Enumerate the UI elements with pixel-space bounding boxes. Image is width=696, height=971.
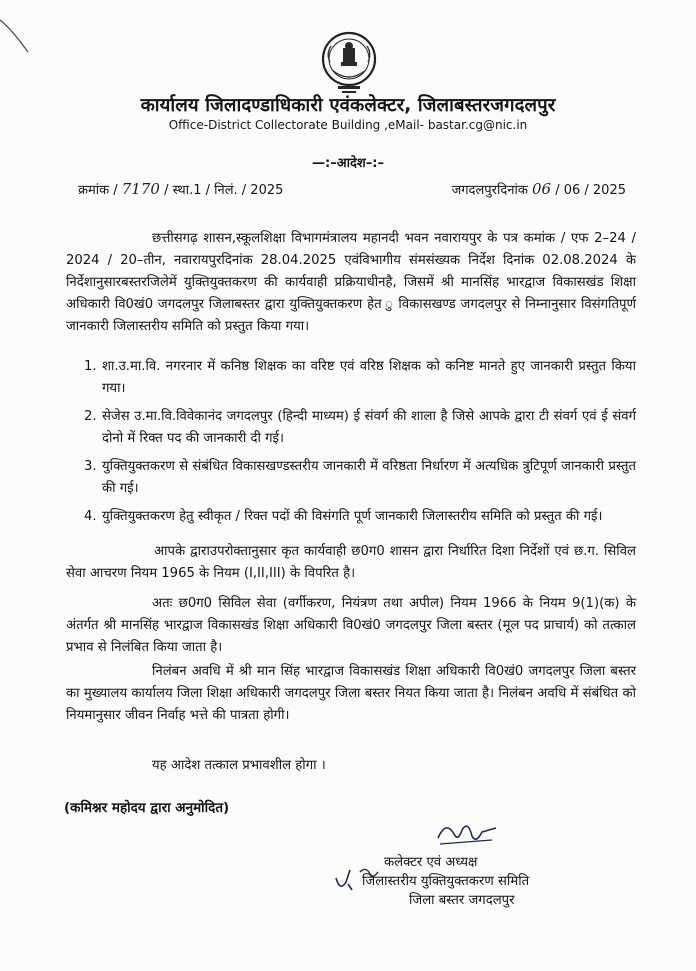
list-item-text: शा.उ.मा.वि. नगरनार में कनिष्ठ शिक्षक का वरिष्ट एवं वरिष्ठ शिक्षक को कनिष्ट मानते हुए जानकारी प्रस्तुत किया गया। bbox=[102, 359, 636, 396]
signatory-block bbox=[362, 853, 529, 910]
date-day-handwritten: 06 bbox=[531, 180, 552, 198]
list-item-text: युक्तियुक्तकरण हेतु स्वीकृत / रिक्त पदों की विसंगति पूर्ण जानकारी जिलास्तरीय समिति को प्रस्तुत की गई। bbox=[102, 509, 603, 524]
discrepancy-list bbox=[84, 356, 636, 534]
ref-number-handwritten: 7170 bbox=[121, 180, 160, 198]
date-prefix: जगदलपुरदिनांक bbox=[451, 183, 528, 198]
order-date bbox=[452, 180, 626, 198]
list-item bbox=[84, 506, 636, 528]
ref-suffix: / स्था.1 / निलं. / 2025 bbox=[164, 183, 284, 198]
signatory-designation: कलेक्टर एवं अध्यक्ष bbox=[384, 855, 478, 870]
list-item bbox=[84, 406, 636, 450]
order-heading: —:–आदेश–:– bbox=[312, 156, 384, 171]
suspension-paragraph: अतः छ0ग0 सिविल सेवा (वर्गीकरण, नियंत्रण तथा अपील) नियम 1966 के नियम 9(1)(क) के अंतर्गत श्री मानसिंह भारद्वाज विकासखंड शिक्षा अधिकारी वि0खं0 जगदलपुर जिला बस्तर (मूल पद प्राचार्य) को तत्काल प्रभाव से निलंबित किया जाता है। bbox=[66, 596, 636, 655]
list-item-number: 2. bbox=[84, 409, 97, 424]
headquarters-paragraph: निलंबन अवधि में श्री मान सिंह भारद्वाज विकासखंड शिक्षा अधिकारी वि0खं0 जगदलपुर जिला बस्तर का मुख्यालय कार्यालय जिला शिक्षा अधिकारी जगदलपुर जिला बस्तर नियत किया जाता है। निलंबन अवधि में संबंधित को नियमानुसार जीवन निर्वाह भत्ते की पात्रता होगी। bbox=[66, 664, 636, 723]
list-item-text: युक्तियुक्तकरण से संबंधित विकासखण्डस्तरीय जानकारी में वरिष्ठता निर्धारण में अत्यधिक त्रुटिपूर्ण जानकारी प्रस्तुत की गई। bbox=[102, 459, 636, 496]
collector-signature bbox=[432, 816, 502, 856]
office-title: कार्यालय जिलादण्डाधिकारी एवंकलेक्टर, जिलाबस्तरजगदलपुर bbox=[140, 95, 556, 116]
list-item-number: 1. bbox=[84, 359, 97, 374]
list-item-text: सेजेस उ.मा.वि.विवेकानंद जगदलपुर (हिन्दी माध्यम) ई संवर्ग की शाला है जिसे आपके द्वारा टी संवर्ग एवं ई संवर्ग दोनो में रिक्त पद की जानकारी दी गई। bbox=[102, 409, 636, 446]
corner-pen-mark bbox=[0, 14, 30, 54]
approval-note: (कमिश्नर महोदय द्वारा अनुमोदित) bbox=[64, 800, 230, 816]
signatory-location: जिला बस्तर जगदलपुर bbox=[409, 893, 515, 908]
effective-paragraph: यह आदेश तत्काल प्रभावशील होगा । bbox=[152, 758, 326, 773]
date-suffix: / 06 / 2025 bbox=[555, 183, 626, 198]
list-item-number: 4. bbox=[84, 509, 97, 524]
intro-paragraph: छत्तीसगढ़ शासन,स्कूलशिक्षा विभागमंत्रालय महानदी भवन नवारायपुर के पत्र कमांक / एफ 2–24 / 2024 / 20–तीन, नवारायपुरदिनांक 28.04.2025 एवंविभागीय संमसंख्यक निर्देश दिनांक 02.08.2024 के निर्देशानुसारबस्तरजिलेमें युक्तियुक्तकरण की कार्यवाही प्रक्रियाधीनहै, जिसमें श्री मानसिंह भारद्वाज विकासखंड शिक्षा अधिकारी वि0खं0 जगदलपुर जिलाबस्तर द्वारा युक्तियुक्तकरण हेत ु विकासखण्ड जगदलपुर से निम्नानुसार विसंगतिपूर्ण जानकारी जिलास्तरीय समिति को प्रस्तुत किया गया। bbox=[66, 231, 636, 334]
ref-prefix: क्रमांक / bbox=[78, 183, 118, 198]
violation-paragraph: आपके द्वाराउपरोक्तानुसार कृत कार्यवाही छ0ग0 शासन द्वारा निर्धारित दिशा निर्देशों एवं छ.ग. सिविल सेवा आचरण नियम 1965 के नियम (I,II,III) के विपरित है। bbox=[66, 544, 636, 581]
list-item bbox=[84, 456, 636, 500]
reference-number bbox=[78, 180, 283, 198]
list-item-number: 3. bbox=[84, 459, 97, 474]
office-subtitle: Office-District Collectorate Building ,eMail- bastar.cg@nic.in bbox=[168, 118, 528, 132]
signatory-committee: जिलास्तरीय युक्तियुक्तकरण समिति bbox=[362, 874, 530, 889]
list-item bbox=[84, 356, 636, 400]
state-emblem-icon bbox=[318, 28, 380, 98]
